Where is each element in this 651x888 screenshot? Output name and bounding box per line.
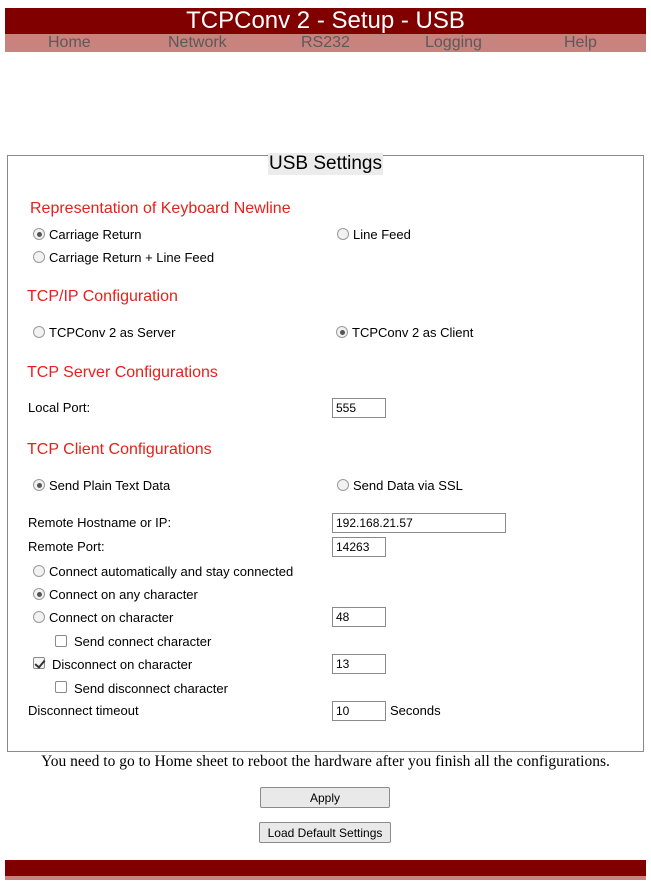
label-cr-lf: Carriage Return + Line Feed (49, 250, 215, 265)
label-server-mode: TCPConv 2 as Server (49, 325, 176, 340)
remote-host-label: Remote Hostname or IP: (28, 515, 172, 530)
radio-connect-any-char[interactable] (33, 588, 45, 600)
radio-line-feed[interactable] (337, 228, 349, 240)
label-connect-any-char: Connect on any character (49, 587, 198, 602)
load-default-settings-button[interactable]: Load Default Settings (259, 822, 391, 843)
fieldset-legend: USB Settings (269, 153, 382, 174)
label-disconnect-on-char: Disconnect on character (52, 657, 193, 672)
radio-connect-auto[interactable] (33, 565, 45, 577)
disconnect-char-input[interactable] (332, 654, 386, 674)
checkbox-disconnect-on-char[interactable] (33, 657, 45, 669)
radio-server-mode[interactable] (33, 326, 45, 338)
label-carriage-return: Carriage Return (49, 227, 142, 242)
label-client-mode: TCPConv 2 as Client (352, 325, 474, 340)
nav-bar (5, 34, 646, 52)
disconnect-timeout-unit: Seconds (390, 703, 441, 718)
label-ssl: Send Data via SSL (353, 478, 463, 493)
label-send-disconnect-char: Send disconnect character (74, 681, 228, 696)
radio-plain-text[interactable] (33, 479, 45, 491)
nav-logging[interactable]: Logging (425, 34, 482, 51)
tcpip-heading: TCP/IP Configuration (27, 288, 178, 305)
remote-port-label: Remote Port: (28, 539, 105, 554)
radio-cr-lf[interactable] (33, 251, 45, 263)
label-connect-auto: Connect automatically and stay connected (49, 564, 294, 579)
checkbox-send-disconnect-char[interactable] (55, 681, 67, 693)
server-heading: TCP Server Configurations (27, 364, 218, 381)
checkbox-send-connect-char[interactable] (55, 635, 67, 647)
radio-carriage-return[interactable] (33, 228, 45, 240)
label-plain-text: Send Plain Text Data (49, 478, 171, 493)
footer-bar (5, 860, 646, 876)
remote-port-input[interactable] (332, 537, 386, 557)
newline-heading: Representation of Keyboard Newline (30, 200, 291, 217)
radio-ssl[interactable] (337, 479, 349, 491)
nav-home[interactable]: Home (48, 34, 91, 51)
label-line-feed: Line Feed (353, 227, 411, 242)
client-heading: TCP Client Configurations (27, 441, 212, 458)
disconnect-timeout-input[interactable] (332, 701, 386, 721)
nav-rs232[interactable]: RS232 (301, 34, 350, 51)
local-port-input[interactable] (332, 398, 386, 418)
nav-network[interactable]: Network (168, 34, 227, 51)
radio-connect-on-char[interactable] (33, 611, 45, 623)
connect-char-input[interactable] (332, 607, 386, 627)
remote-host-input[interactable] (332, 513, 506, 533)
apply-button[interactable]: Apply (260, 787, 390, 808)
radio-client-mode[interactable] (336, 326, 348, 338)
local-port-label: Local Port: (28, 400, 91, 415)
reboot-note: You need to go to Home sheet to reboot the hardware after you finish all the configurations. (41, 753, 610, 770)
nav-help[interactable]: Help (564, 34, 597, 51)
disconnect-timeout-label: Disconnect timeout (28, 703, 139, 718)
label-send-connect-char: Send connect character (74, 634, 212, 649)
label-connect-on-char: Connect on character (49, 610, 174, 625)
footer-bar-accent (5, 876, 646, 880)
page-title: TCPConv 2 - Setup - USB (5, 8, 646, 34)
